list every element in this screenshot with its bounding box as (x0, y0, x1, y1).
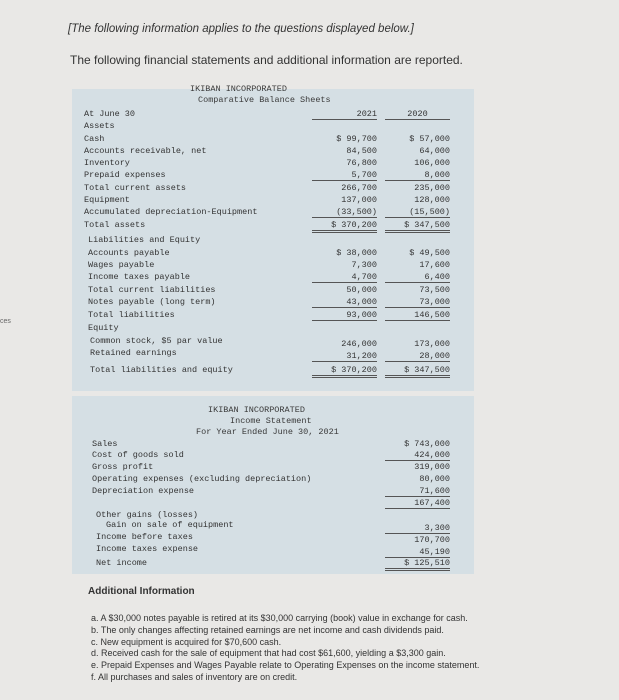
row-value: 424,000 (385, 450, 450, 461)
row-value: 45,190 (385, 547, 450, 558)
row-label: Retained earnings (90, 348, 177, 358)
row-label: Income taxes expense (96, 544, 199, 554)
row-value: 319,000 (414, 462, 450, 472)
row-value: 3,300 (385, 523, 450, 534)
row-2020: $ 49,500 (409, 248, 450, 258)
row-label: Income taxes payable (88, 272, 191, 282)
row-label: Notes payable (long term) (88, 297, 216, 307)
assets-heading: Assets (84, 121, 115, 131)
row-2021: 84,500 (346, 146, 377, 156)
row-2021: 93,000 (312, 310, 377, 321)
row-2020: 128,000 (414, 195, 450, 205)
row-label: Common stock, $5 par value (90, 336, 223, 346)
list-item: c. New equipment is acquired for $70,600 cash. (91, 636, 282, 647)
row-2021: 137,000 (341, 195, 377, 205)
row-label: Cash (84, 134, 105, 144)
row-label: Gain on sale of equipment (106, 520, 234, 530)
row-label: Inventory (84, 158, 130, 168)
row-value: $ 125,510 (385, 558, 450, 571)
intro-text: The following financial statements and additional information are reported. (70, 53, 463, 67)
row-2021: $ 370,200 (312, 365, 377, 378)
row-2020: 17,600 (419, 260, 450, 270)
row-2020: 73,500 (419, 285, 450, 295)
bs-date-label: At June 30 (84, 109, 136, 119)
is-title: Income Statement (230, 416, 312, 426)
additional-list (91, 613, 611, 684)
row-label: Accounts receivable, net (84, 146, 207, 156)
row-2021: 266,700 (341, 183, 377, 193)
row-label: Net income (96, 558, 148, 568)
bs-company: IKIBAN INCORPORATED (190, 84, 287, 94)
row-value: 71,600 (385, 486, 450, 497)
row-2021: 7,300 (351, 260, 377, 270)
row-2021: $ 370,200 (312, 220, 377, 233)
row-2020: $ 347,500 (385, 220, 450, 233)
row-2020: 235,000 (414, 183, 450, 193)
row-label: Wages payable (88, 260, 155, 270)
row-label: Accounts payable (88, 248, 170, 258)
row-label: Income before taxes (96, 532, 193, 542)
row-label: Depreciation expense (92, 486, 195, 496)
liabilities-heading: Liabilities and Equity (88, 235, 201, 245)
row-2020: 146,500 (385, 310, 450, 321)
balance-sheet (72, 84, 474, 391)
row-2020: 173,000 (414, 339, 450, 349)
row-label: Total assets (84, 220, 146, 230)
row-label: Total current assets (84, 183, 187, 193)
row-2021: 246,000 (341, 339, 377, 349)
row-2021: $ 38,000 (336, 248, 377, 258)
row-value: 167,400 (385, 498, 450, 509)
is-company: IKIBAN INCORPORATED (208, 405, 305, 415)
row-label: Sales (92, 439, 118, 449)
row-2021: 4,700 (312, 272, 377, 283)
row-2021: $ 99,700 (336, 134, 377, 144)
row-label: Total liabilities and equity (90, 365, 233, 375)
list-item: d. Received cash for the sale of equipment that had cost $61,600, yielding a $3,300 gain. (91, 648, 446, 659)
row-label: Gross profit (92, 462, 154, 472)
row-value: 170,700 (414, 535, 450, 545)
row-2020: $ 347,500 (385, 365, 450, 378)
row-2020: 28,000 (385, 351, 450, 362)
row-2020: 106,000 (414, 158, 450, 168)
is-period: For Year Ended June 30, 2021 (196, 427, 339, 437)
row-2020: 8,000 (385, 170, 450, 181)
row-2020: 73,000 (385, 297, 450, 308)
list-item: f. All purchases and sales of inventory are on credit. (91, 671, 298, 682)
row-2020: 6,400 (385, 272, 450, 283)
bs-col-2021: 2021 (312, 109, 377, 120)
row-2020: (15,500) (385, 207, 450, 218)
row-2021: 31,200 (312, 351, 377, 362)
row-label: Prepaid expenses (84, 170, 166, 180)
row-label: Accumulated depreciation-Equipment (84, 207, 258, 217)
bs-col-2020: 2020 (385, 109, 450, 120)
row-label: Cost of goods sold (92, 450, 184, 460)
list-item: a. A $30,000 notes payable is retired at its $30,000 carrying (book) value in exchange for cash. (91, 613, 468, 623)
row-2020: 64,000 (419, 146, 450, 156)
list-item: e. Prepaid Expenses and Wages Payable relate to Operating Expenses on the income statement. (91, 660, 480, 671)
row-label: Operating expenses (excluding depreciation) (92, 474, 312, 484)
equity-heading: Equity (88, 323, 119, 333)
row-2021: 50,000 (346, 285, 377, 295)
row-2021: 5,700 (312, 170, 377, 181)
row-2021: (33,500) (312, 207, 377, 218)
row-2020: $ 57,000 (409, 134, 450, 144)
bs-title: Comparative Balance Sheets (198, 95, 331, 105)
row-label: Other gains (losses) (96, 510, 199, 520)
row-label: Equipment (84, 195, 130, 205)
additional-heading: Additional Information (88, 586, 195, 597)
row-2021: 43,000 (312, 297, 377, 308)
intro-note: [The following information applies to the questions displayed below.] (68, 23, 414, 35)
row-2021: 76,800 (346, 158, 377, 168)
row-label: Total current liabilities (88, 285, 216, 295)
income-statement (72, 396, 474, 574)
list-item: b. The only changes affecting retained earnings are net income and cash dividends paid. (91, 624, 444, 635)
row-value: 80,000 (419, 474, 450, 484)
side-tab-label: ces (0, 318, 11, 325)
row-value: $ 743,000 (404, 439, 450, 449)
row-label: Total liabilities (88, 310, 175, 320)
